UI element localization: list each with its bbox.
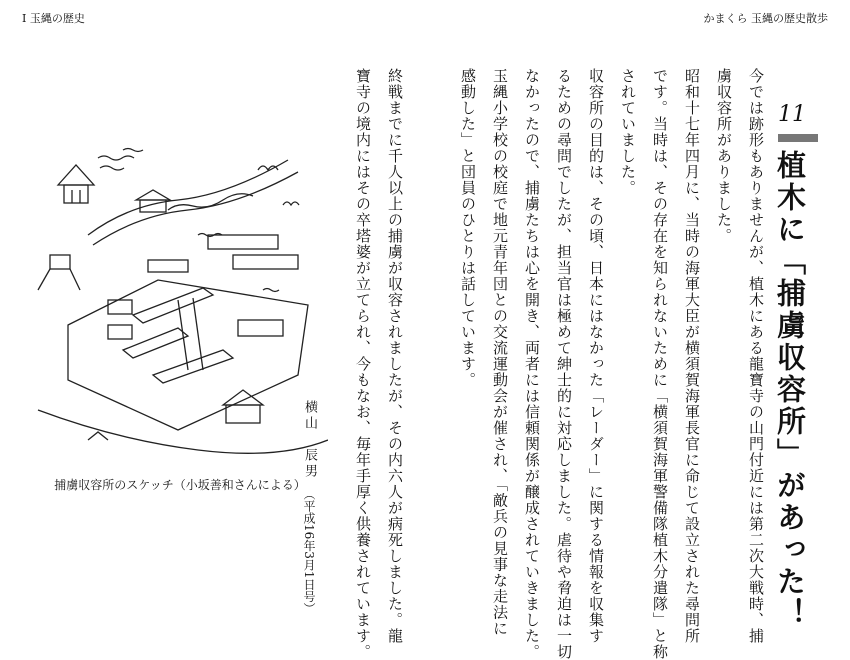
chapter-title: 植木に「捕虜収容所」があった！ [773,150,807,630]
body-column: 終戦までに千人以上の捕虜が収容されましたが、その内六人が病死しました。龍 [386,68,404,644]
body-column: 玉縄小学校の校庭で地元青年団との交流運動会が催され、「敵兵の見事な走法に [491,68,509,637]
body-column: 感動した」と団員のひとりは話しています。 [459,68,477,388]
body-column: です。当時は、その存在を知られないために「横須賀海軍警備隊植木分遣隊」と称 [651,68,669,660]
body-column: 今では跡形もありませんが、植木にある龍寶寺の山門付近には第二次大戦時、捕 [747,68,765,644]
body-column: 昭和十七年四月に、当時の海軍大臣が横須賀海軍長官に命じて設立された尋問所 [683,68,701,644]
body-column: されていました。 [619,68,637,196]
chapter-number: 11 [778,102,806,127]
page-header-right: かまくら 玉縄の歴史散歩 [703,12,828,25]
body-column: 寶寺の境内にはその卒塔婆が立てられ、今もなお、毎年手厚く供養されています。 [354,68,372,660]
body-column: るための尋問でしたが、担当官は極めて紳士的に対応しました。虐待や脅迫は一切 [555,68,573,660]
author-byline [300,400,319,615]
author-name: 横山 辰男 [302,400,317,480]
page-header-left: Ⅰ 玉縄の歴史 [22,12,85,25]
publication-date: （平成16年3月1日号） [302,488,316,615]
body-column: なかったので、捕虜たちは心を開き、両者には信頼関係が醸成されていきました。 [523,68,541,660]
chapter-rule [778,134,818,142]
sketch-caption: 捕虜収容所のスケッチ（小坂善和さんによる） [54,478,306,492]
camp-sketch [28,140,328,470]
body-column: 虜収容所がありました。 [715,68,733,244]
body-column: 収容所の目的は、その頃、日本にはなかった「レーダー」に関する情報を収集す [587,68,605,644]
